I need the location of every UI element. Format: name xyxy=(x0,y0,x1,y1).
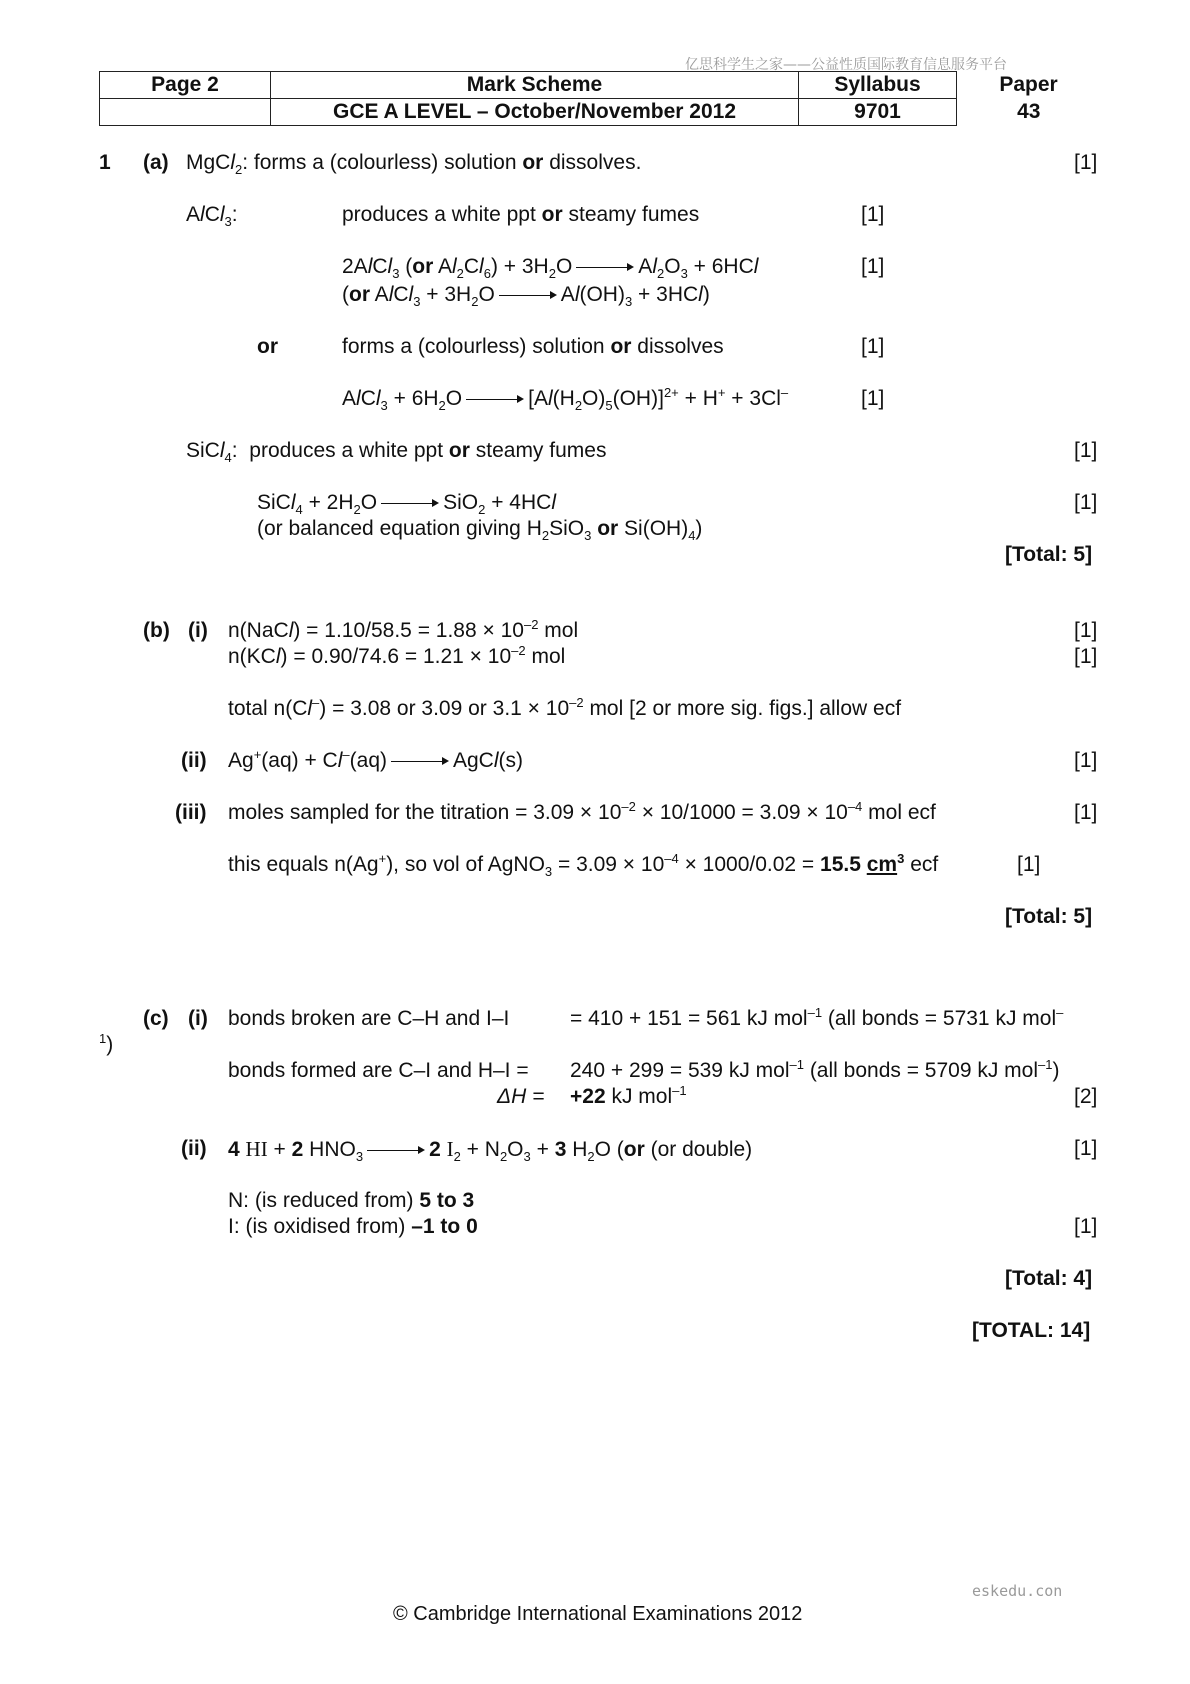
precipitation-equation: Ag+(aq) + Cl–(aq) AgCl(s) xyxy=(228,747,524,772)
header-empty-cell xyxy=(100,99,271,126)
moles-sampled-line: moles sampled for the titration = $3.09 \times 10^{-2} \times 10/1000 = 3.09 \times 10^{-4}$ mol ecf xyxy=(228,799,936,824)
part-c-label: (c) xyxy=(143,1007,169,1030)
mark: [1] xyxy=(861,387,885,410)
header-syllabus-label: Syllabus xyxy=(799,72,957,99)
mark: [1] xyxy=(861,255,885,278)
mark: [1] xyxy=(1074,1137,1098,1160)
part-a-label: (a) xyxy=(143,151,169,174)
mark: [1] xyxy=(1074,151,1098,174)
volume-line: this equals n(Ag+), so vol of AgNO$_3$ = $3.09 \times 10^{-4} \times 1000/0.02 = 15.5$ $cm^3$ ecf xyxy=(228,851,939,880)
arrow-icon xyxy=(381,498,439,508)
mark: [1] xyxy=(1074,801,1098,824)
header-syllabus: 9701 xyxy=(799,99,957,126)
stray-superscript: $^1$) xyxy=(99,1031,114,1056)
arrow-icon xyxy=(499,290,557,300)
sicl4-equation: SiCl$_4$ + $2H_2O$ SiO$_2$ + 4HCl xyxy=(257,491,556,518)
c-ii-label: (ii) xyxy=(181,1137,207,1160)
arrow-icon xyxy=(466,394,524,404)
or-alternative: or xyxy=(257,335,278,358)
redox-equation: 4 HI + 2 $HNO_3$ 2 $I_2 + N_2O_3 + 3$ $H_2O$ (or (or double) xyxy=(228,1137,753,1165)
footer-copyright: © Cambridge International Examinations 2012 xyxy=(393,1603,803,1625)
header-exam: GCE A LEVEL – October/November 2012 xyxy=(271,99,799,126)
watermark-bottom: eskedu.con xyxy=(972,1582,1063,1600)
header-mark-scheme: Mark Scheme xyxy=(271,72,799,99)
b-ii-label: (ii) xyxy=(181,749,207,772)
arrow-icon xyxy=(576,262,634,272)
mark: [1] xyxy=(1017,853,1041,876)
bonds-broken-text: bonds broken are C–H and I–I xyxy=(228,1007,510,1030)
enthalpy-value: +22 kJ mol$^{-1}$ xyxy=(570,1083,687,1108)
alcl3-dissolves: forms a (colourless) solution or dissolves xyxy=(342,335,724,358)
alcl3-observation: produces a white ppt or steamy fumes xyxy=(342,203,700,226)
c-i-label: (i) xyxy=(188,1007,208,1030)
header-paper-label: Paper xyxy=(999,73,1058,96)
alcl3-equation-alt: (or AlCl$_3$ + $3H_2O$ $Al(OH)_3 + 3HCl$) xyxy=(342,283,710,310)
header-table xyxy=(99,71,1101,126)
arrow-icon xyxy=(391,756,449,766)
bonds-formed-value: 240 + 299 = 539 kJ mol$^{-1}$ (all bonds = 5709 kJ mol$^{-1}$) xyxy=(570,1057,1060,1082)
part-b-label: (b) xyxy=(143,619,170,642)
alcl3-equation: 2AlCl$_3$ (or $Al_2Cl_6) + 3H_2O$ $Al_2O_3 + 6HCl$ xyxy=(342,255,759,282)
mark: [2] xyxy=(1074,1085,1098,1108)
mark: [1] xyxy=(1074,619,1098,642)
total-chloride-line: total n(Cl–) = 3.08 or 3.09 or $3.1 \times 10^{-2}$ mol [2 or more sig. figs.] allow ecf xyxy=(228,695,902,720)
header-paper: 43 xyxy=(1017,100,1041,123)
mgcl2-line: MgCl$_2$: forms a (colourless) solution or dissolves. xyxy=(186,151,642,178)
enthalpy-label: ΔH = xyxy=(497,1085,545,1108)
mark: [1] xyxy=(861,335,885,358)
mark: [1] xyxy=(1074,749,1098,772)
question-number: 1 xyxy=(99,151,111,174)
grand-total: [TOTAL: 14] xyxy=(972,1319,1091,1342)
part-c-total: [Total: 4] xyxy=(1005,1267,1093,1290)
sicl4-equation-alt: (or balanced equation giving $H_2SiO_3$ or $Si(OH)_4$) xyxy=(257,517,703,544)
b-iii-label: (iii) xyxy=(175,801,207,824)
mark: [1] xyxy=(1074,439,1098,462)
sicl4-observation: SiCl$_4$: produces a white ppt or steamy fumes xyxy=(186,439,607,466)
bonds-broken-value: = 410 + 151 = 561 kJ mol$^{-1}$ (all bonds = 5731 kJ mol– xyxy=(570,1005,1064,1030)
alcl3-label: AlCl$_3$: xyxy=(186,203,238,230)
b-i-label: (i) xyxy=(188,619,208,642)
mark: [1] xyxy=(1074,491,1098,514)
mark: [1] xyxy=(1074,645,1098,668)
alcl3-hydrolysis-equation: AlCl$_3$ + $6H_2O$ $[Al(H_2O)_5(OH)]^{2+} + H^+ + 3Cl^-$ xyxy=(342,385,789,414)
watermark-top: 亿思科学生之家——公益性质国际教育信息服务平台 xyxy=(685,57,1007,73)
header-page: Page 2 xyxy=(100,72,271,99)
kcl-line: $n(KCl) = 0.90/74.6 = 1.21 \times 10^{-2}$ mol xyxy=(228,643,566,668)
mark: [1] xyxy=(861,203,885,226)
part-b-total: [Total: 5] xyxy=(1005,905,1093,928)
nitrogen-change: N: (is reduced from) 5 to 3 xyxy=(228,1189,475,1212)
bonds-formed-text: bonds formed are C–I and H–I = xyxy=(228,1059,529,1082)
iodine-change: I: (is oxidised from) –1 to 0 xyxy=(228,1215,478,1238)
part-a-total: [Total: 5] xyxy=(1005,543,1093,566)
nacl-line: n(NaCl) = $1.10/58.5 = 1.88 \times 10^{-2}$ mol xyxy=(228,617,579,642)
mark: [1] xyxy=(1074,1215,1098,1238)
arrow-icon xyxy=(367,1145,425,1155)
